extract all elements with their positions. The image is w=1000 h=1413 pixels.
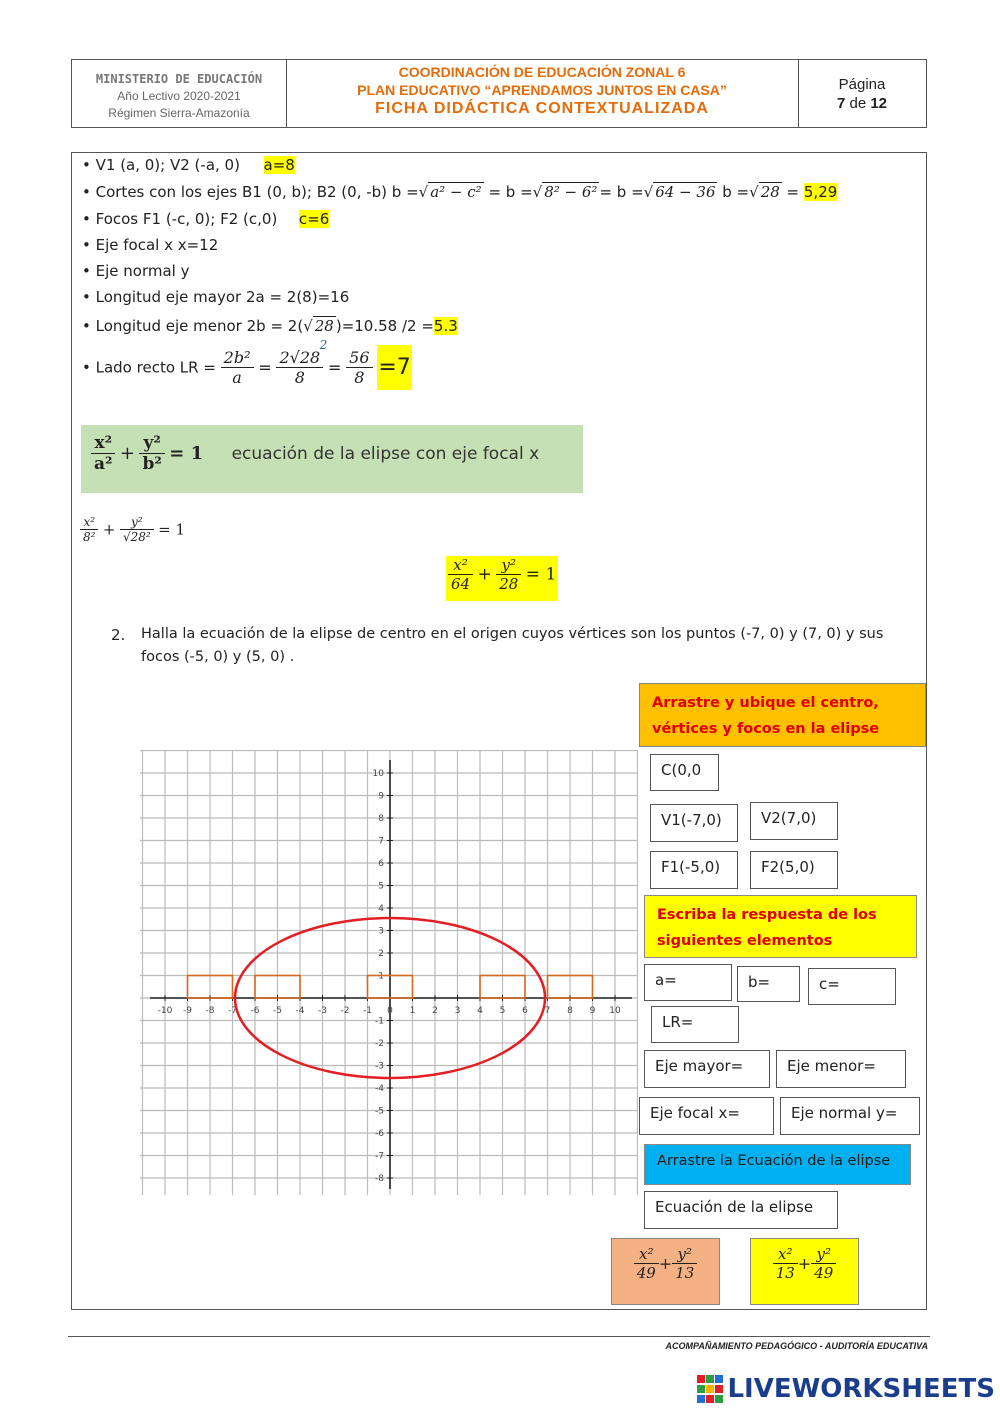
eq2-num-y: y² [496,556,521,575]
eq1-den-y: √28² [122,530,151,544]
lr-den-2: 8 [294,368,305,387]
y-tick-label: -2 [375,1039,384,1049]
radical-4: 28 [760,183,780,201]
eq1-equals: = 1 [158,520,186,539]
axis-cuts-text-5: = [781,183,804,201]
y-tick-label: 5 [378,881,384,892]
y-tick-label: -5 [375,1106,384,1117]
eq2-plus: + [477,564,492,585]
x-tick-label: -7 [228,1006,237,1016]
formula-den-a: a² [94,454,113,474]
x-tick-label: -6 [250,1006,260,1016]
eq2-num-x: x² [448,556,473,575]
y-tick-label: -7 [375,1151,384,1162]
y-tick-label: -3 [375,1061,384,1072]
option1-plus: + [658,1254,673,1273]
page-current: 7 [836,95,846,112]
axis-cuts-text: • Cortes con los ejes B1 (0, b); B2 (0, -b) b = [82,183,419,201]
formula-equals: = 1 [169,443,204,464]
write-instruction-box [644,895,917,958]
ministry-logo-text: MINISTERIO DE EDUCACIÓN [95,72,263,86]
header-title-3: FICHA DIDÁCTICA CONTEXTUALIZADA [375,100,709,117]
drag-instruction-text: Arrastre y ubique el centro, vértices y focos en la elipse [652,695,880,737]
radical-3: 64 − 36 [655,183,716,201]
radical-1: a² − c² [430,183,482,201]
option1-num-x: x² [634,1245,659,1264]
lr-equals-3: = [378,355,397,380]
equation-final [446,556,558,601]
option2-den-y: 49 [814,1264,834,1282]
minor-axis-text: • Longitud eje menor 2b = 2( [82,317,304,335]
y-tick-label: -1 [375,1016,384,1027]
formula-frac-x [91,433,115,474]
tile-f1[interactable]: F1(-5,0) [650,851,738,889]
x-tick-label: 0 [387,1006,393,1016]
x-tick-label: 3 [454,1006,461,1016]
y-tick-label: 9 [378,791,384,802]
eq2-frac-y [496,556,521,593]
formula-num-x: x² [91,433,115,454]
option1-frac-y [672,1245,697,1282]
x-tick-label: -2 [340,1006,350,1016]
x-tick-label: -8 [205,1006,215,1016]
field-b[interactable]: b= [737,966,800,1002]
formula-description: ecuación de la elipse con eje focal x [231,443,540,464]
eq1-frac-x [80,515,98,544]
equation-substituted [80,515,185,544]
formula-expression [91,433,539,474]
tile-center[interactable]: C(0,0 [650,754,719,791]
y-tick-label: 10 [372,769,384,779]
x-tick-label: 5 [499,1006,506,1016]
page-of: de [849,95,867,112]
x-tick-label: 1 [409,1006,416,1016]
x-tick-label: -5 [273,1006,282,1016]
header-title-2: PLAN EDUCATIVO “APRENDAMOS JUNTOS EN CASA” [357,82,727,98]
lr-num-3: 56 [346,348,372,368]
lr-equals-2: = [327,358,342,377]
tile-f2[interactable]: F2(5,0) [750,851,838,889]
problem-text-2: focos (-5, 0) y (5, 0) . [141,649,295,665]
y-tick-label: -4 [375,1084,384,1094]
header-title-1: COORDINACIÓN DE EDUCACIÓN ZONAL 6 [398,64,686,80]
option1-frac-x [634,1245,659,1282]
formula-den-b: b² [142,454,162,474]
year-text: Año Lectivo 2020-2021 [117,89,241,103]
graph-grid [140,750,638,1195]
x-tick-label: -4 [295,1006,305,1016]
field-normal-axis[interactable]: Eje normal y= [780,1097,920,1135]
header [71,59,927,128]
radical-2: 8² − 6² [544,183,598,201]
option2-num-y: y² [811,1245,836,1264]
normal-axis-line: • Eje normal y [82,262,190,280]
equation-option-1[interactable] [611,1238,720,1305]
x-tick-label: 8 [567,1006,573,1016]
drag-equation-instruction [644,1144,911,1185]
x-tick-label: -10 [157,1006,173,1016]
regime-text: Régimen Sierra-Amazonía [108,106,250,120]
field-c[interactable]: c= [808,968,896,1005]
y-tick-label: 1 [378,971,384,982]
y-tick-label: 4 [378,904,384,914]
eq2-den-y: 28 [499,575,519,593]
eq2-frac-x [448,556,473,593]
lr-num-2: 2√28 [276,348,323,368]
footer-text: ACOMPAÑAMIENTO PEDAGÓGICO - AUDITORÍA EDUCATIVA [665,1341,928,1351]
page-number [798,95,926,112]
eq1-frac-y [120,515,154,544]
x-tick-label: -9 [183,1006,192,1016]
page-total: 12 [870,95,888,112]
x-tick-label: 4 [477,1006,483,1016]
foci-line [82,210,329,228]
drag-instruction-box [639,683,926,747]
y-tick-label: 3 [378,926,384,937]
field-lr[interactable]: LR= [651,1006,739,1043]
liveworksheets-logo [697,1374,997,1410]
lr-fraction-3 [346,348,372,387]
equation-option-2[interactable] [750,1238,859,1305]
vertices-text: • V1 (a, 0); V2 (-a, 0) [82,156,240,174]
option1-den-y: 13 [675,1264,695,1282]
vertices-line [82,156,295,174]
lr-fraction-2 [276,338,328,387]
b-value-highlight: 5,29 [803,183,838,201]
lr-den-3: 8 [354,368,365,387]
page-label: Página [838,76,886,93]
y-tick-label: 2 [378,949,384,959]
x-tick-label: 7 [544,1006,551,1016]
latus-rectum-line [82,338,412,400]
lr-den-1: a [232,368,242,387]
c-value-highlight: c=6 [298,210,330,228]
axis-cuts-text-3: = b = [599,183,644,201]
option1-den-x: 49 [636,1264,656,1282]
x-tick-label: 2 [432,1006,438,1016]
field-a[interactable]: a= [644,964,732,1001]
tile-v2[interactable]: V2(7,0) [750,802,838,840]
option2-den-x: 13 [775,1264,795,1282]
problem-text-1: Halla la ecuación de la elipse de centro en el origen cuyos vértices son los puntos (-7, 0) y (7, 0) y sus [141,626,884,642]
coordinate-graph [140,750,638,1195]
eq1-num-x: x² [80,515,98,530]
x-tick-label: 9 [589,1006,596,1016]
lr-equals-1: = [258,358,272,377]
option2-num-x: x² [773,1245,798,1264]
option2-frac-x [773,1245,798,1282]
major-axis-line: • Longitud eje mayor 2a = 2(8)=16 [82,288,350,306]
liveworksheets-brand: LIVEWORKSHEETS [727,1374,995,1404]
formula-plus: + [119,443,136,464]
header-page-cell [798,60,926,127]
lr-fraction-1 [221,348,254,387]
drag-equation-text: Arrastre la Ecuación de la elipse [657,1153,891,1169]
field-major-axis[interactable]: Eje mayor= [644,1050,770,1088]
eq2-den-x: 64 [451,575,471,593]
eq1-plus: + [102,520,116,539]
footer-rule [68,1336,930,1337]
focal-axis-line: • Eje focal x x=12 [82,236,219,254]
header-left-cell [72,60,287,127]
tile-v1[interactable]: V1(-7,0) [650,804,738,842]
x-tick-label: 6 [522,1006,528,1016]
option2-plus: + [797,1254,812,1273]
eq2-equals: = 1 [525,564,557,585]
field-minor-axis[interactable]: Eje menor= [776,1050,906,1088]
option2-frac-y [811,1245,836,1282]
field-focal-axis[interactable]: Eje focal x= [639,1097,774,1135]
write-instruction-text: Escriba la respuesta de los siguientes elementos [657,907,877,949]
y-tick-label: 6 [378,859,384,869]
lr-value: 7 [396,355,411,380]
y-tick-label: 7 [378,836,384,847]
axis-cuts-line: • Cortes con los ejes B1 (0, b); B2 (0, -b) b =√ a² − c² = b =√ 8² − 6² = b =√ 64 − 36 b =√ 28 = 5,29 [82,183,838,201]
y-tick-label: -6 [375,1129,384,1139]
liveworksheets-logo-icon [697,1375,723,1403]
minor-axis-text-2: )=10.58 /2 = [335,317,434,335]
foci-text: • Focos F1 (-c, 0); F2 (c,0) [82,210,278,228]
x-tick-label: 10 [609,1006,621,1016]
formula-frac-y [139,433,164,474]
lr-result-highlight [377,345,411,390]
lr-handwritten-annotation: 2 [319,338,328,352]
eq1-num-y: y² [120,515,154,530]
minor-axis-line: • Longitud eje menor 2b = 2(√ 28 )=10.58 /2 =5.3 [82,317,458,335]
eq1-den-x: 8² [83,530,96,544]
field-equation[interactable]: Ecuación de la elipse [644,1191,838,1229]
y-tick-label: 8 [378,814,384,824]
latus-rectum-label: • Lado recto LR = [82,358,221,377]
x-tick-label: -1 [363,1006,372,1016]
y-tick-label: -8 [375,1174,384,1184]
formula-num-y: y² [139,433,164,454]
minor-value-highlight: 5.3 [433,317,458,335]
graph-axes [150,760,632,1189]
minor-radical: 28 [314,317,334,335]
axis-cuts-text-2: = b = [483,183,533,201]
problem-number: 2. [111,626,126,644]
a-value-highlight: a=8 [263,156,295,174]
lr-num-1: 2b² [221,348,254,368]
option1-num-y: y² [672,1245,697,1264]
axis-cuts-text-4: b = [717,183,750,201]
ellipse-formula-box [81,425,583,493]
header-center-cell [286,60,799,127]
x-tick-label: -3 [318,1006,327,1016]
